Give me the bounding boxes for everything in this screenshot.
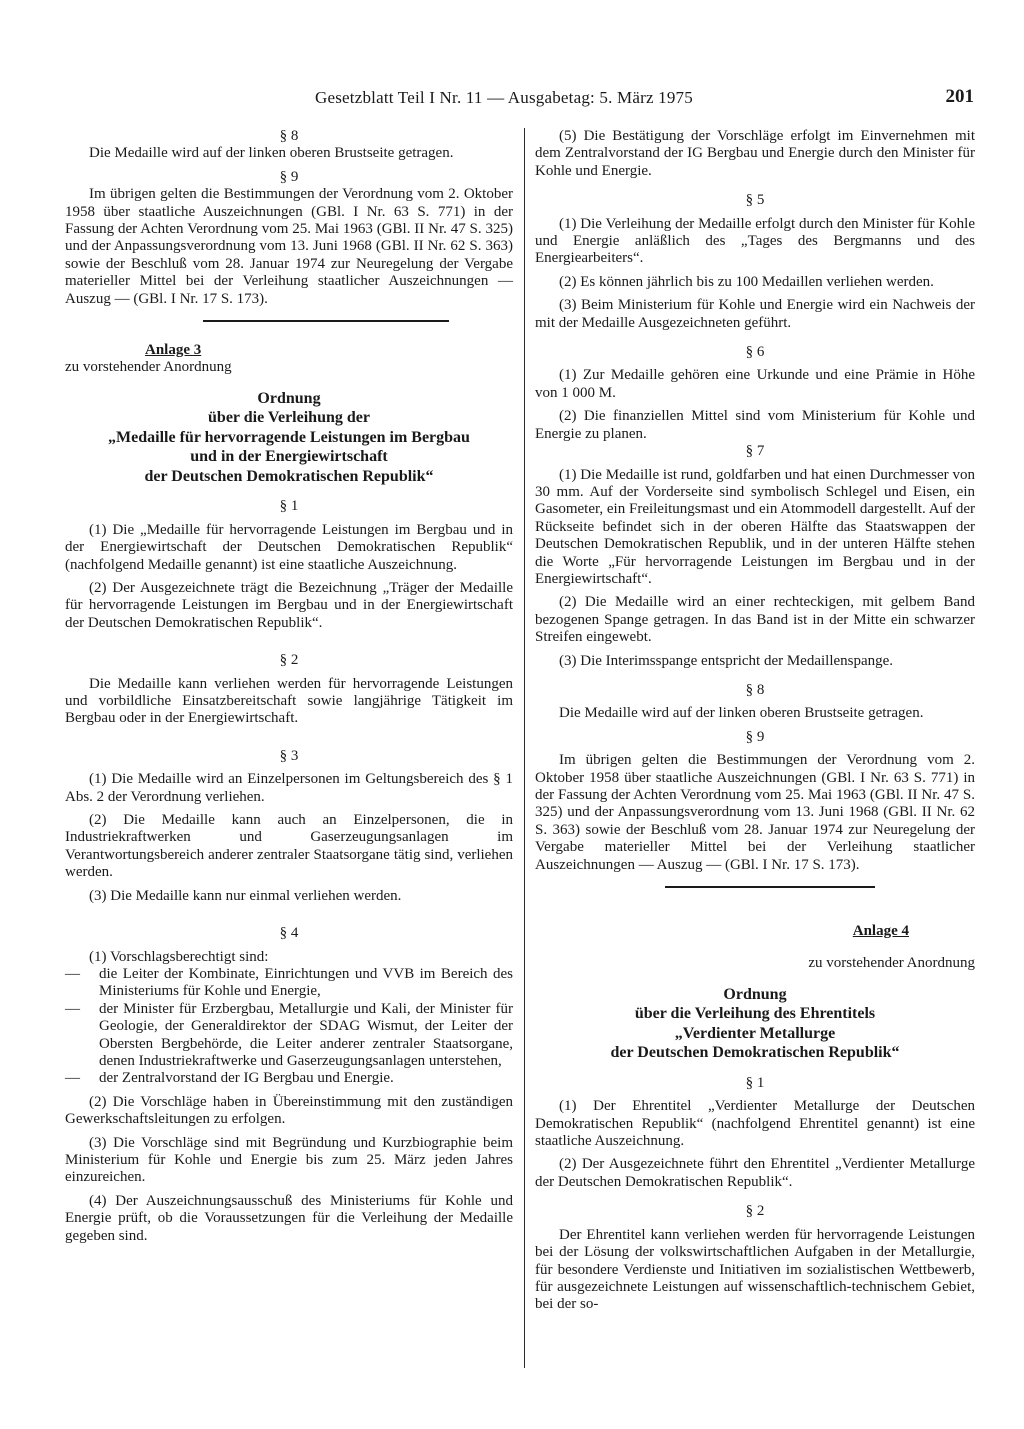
ordinance-title-line: Ordnung: [257, 389, 321, 407]
right-column: [535, 128, 975, 1314]
section-heading-1: § 1: [745, 1074, 765, 1091]
list-item-text: die Leiter der Kombinate, Einrichtungen und VVB im Bereich des Ministeriums für Kohle und Energie,: [99, 965, 513, 1000]
left-column: [65, 128, 513, 1245]
section-heading-6: § 6: [745, 344, 765, 361]
list-item-text: der Zentralvorstand der IG Bergbau und Energie.: [99, 1070, 394, 1087]
page-header: [60, 86, 974, 114]
annex-note: zu vorstehender Anordnung: [808, 955, 975, 972]
ordinance-title-line: „Medaille für hervorragende Leistungen im Bergbau: [108, 428, 470, 446]
section-heading-7: § 7: [745, 443, 765, 460]
paragraph: (2) Die Vorschläge haben in Übereinstimmung mit den zuständigen Gewerkschaftsleitungen zu erfolgen.: [65, 1093, 513, 1128]
paragraph: (2) Die Medaille kann auch an Einzelpersonen, die in Industriekraftwerken und Gaserzeugungsanlagen im Verantwortungsbereich anderer zentraler Staatsorgane tätig sind, verliehen werden.: [65, 812, 513, 881]
section-heading-8: § 8: [745, 681, 765, 698]
paragraph: (1) Die Medaille wird an Einzelpersonen im Geltungsbereich des § 1 Abs. 2 der Verordnung verliehen.: [65, 771, 513, 805]
ordinance-title-line: über die Verleihung der: [208, 409, 370, 427]
paragraph: (1) Zur Medaille gehören eine Urkunde und eine Prämie in Höhe von 1 000 M.: [535, 367, 975, 401]
paragraph: Im übrigen gelten die Bestimmungen der Verordnung vom 2. Oktober 1958 über staatliche Auszeichnungen (GBl. I Nr. 63 S. 771) in der Fassung der Achten Verordnung vom 25. Mai 1963 (GBl. II Nr. 47 S. 325) und der Anpassungsverordnung vom 13. Juni 1968 (GBl. II Nr. 62 S. 363) sowie der Beschluß vom 28. Januar 1974 zur Neuregelung der Vergabe materieller Mittel bei der Verleihung staatlicher Auszeichnungen — Auszug — (GBl. I Nr. 17 S. 173).: [65, 186, 513, 307]
annex-label: Anlage 3: [145, 342, 202, 359]
paragraph: Im übrigen gelten die Bestimmungen der Verordnung vom 2. Oktober 1958 über staatliche Auszeichnungen (GBl. I Nr. 63 S. 771) in der Fassung der Achten Verordnung vom 25. Mai 1963 (GBl. II Nr. 47 S. 325) und der Anpassungsverordnung vom 13. Juni 1968 (GBl. II Nr. 62 S. 363) sowie der Beschluß vom 28. Januar 1974 zur Neuregelung der Vergabe materieller Mittel bei der Verleihung staatlicher Auszeichnungen — Auszug — (GBl. I Nr. 17 S. 173).: [535, 752, 975, 873]
dash-marker: —: [65, 965, 80, 982]
ordinance-title-line: über die Verleihung des Ehrentitels: [634, 1005, 876, 1023]
dash-marker: —: [65, 1070, 80, 1087]
paragraph: (1) Die Medaille ist rund, goldfarben und hat einen Durchmesser von 30 mm. Auf der Vorderseite sind symbolisch Schlegel und Eisen, ein Gasometer, ein Freileitungsmast und ein Atommodell dargestellt. Auf der Rückseite befindet sich in der oberen Hälfte das Staatswappen der Deutschen Demokratischen Republik, und in der unteren Hälfte stehen die Worte „Für hervorragende Leistungen im Bergbau und in der Energiewirtschaft“.: [535, 466, 975, 587]
paragraph: Die Medaille wird auf der linken oberen Brustseite getragen.: [89, 145, 454, 162]
annex-label: Anlage 4: [852, 923, 909, 940]
annex-note: zu vorstehender Anordnung: [65, 359, 232, 376]
section-heading-9: § 9: [279, 168, 299, 185]
list-item: [65, 1070, 513, 1087]
paragraph: (3) Beim Ministerium für Kohle und Energie wird ein Nachweis der mit der Medaille Ausgezeichneten geführt.: [535, 297, 975, 331]
paragraph: Der Ehrentitel kann verliehen werden für hervorragende Leistungen bei der Lösung der volkswirtschaftlichen Aufgaben in der Metallurgie, für besondere Verdienste und Initiativen im sozialistischen Wettbewerb, für ausgezeichnete Leistungen auf wissenschaftlich-technischem Gebiet, bei der so-: [535, 1226, 975, 1313]
ordinance-title-line: und in der Energiewirtschaft: [190, 448, 388, 466]
paragraph: (2) Es können jährlich bis zu 100 Medaillen verliehen werden.: [559, 273, 934, 290]
list-item: [65, 966, 513, 1001]
section-heading-2: § 2: [279, 652, 299, 669]
running-header: Gesetzblatt Teil I Nr. 11 — Ausgabetag: 5. März 1975: [315, 88, 693, 107]
paragraph: (1) Die Verleihung der Medaille erfolgt durch den Minister für Kohle und Energie anläßlich des „Tages des Bergmanns und des Energiearbeiters“.: [535, 215, 975, 267]
page-number: 201: [945, 86, 974, 107]
section-heading-2: § 2: [745, 1203, 765, 1220]
section-heading-3: § 3: [279, 747, 299, 764]
column-divider: [524, 128, 525, 1368]
paragraph: (1) Der Ehrentitel „Verdienter Metallurge der Deutschen Demokratischen Republik“ (nachfolgend Ehrentitel genannt) ist eine staatliche Auszeichnung.: [535, 1098, 975, 1150]
section-heading-9: § 9: [745, 728, 765, 745]
list-item: [65, 1001, 513, 1071]
section-heading-4: § 4: [279, 925, 299, 942]
paragraph: Die Medaille wird auf der linken oberen Brustseite getragen.: [559, 705, 924, 722]
list-item-text: der Minister für Erzbergbau, Metallurgie und Kali, der Minister für Geologie, der Generaldirektor der SDAG Wismut, der Leiter der Obersten Bergbehörde, die Leiter anderer zentraler Staatsorgane, denen Industriekraftwerke und Gaserzeugungsanlagen unterstehen,: [99, 1000, 513, 1069]
paragraph: (1) Die „Medaille für hervorragende Leistungen im Bergbau und in der Energiewirtschaft der Deutschen Demokratischen Republik“ (nachfolgend Medaille genannt) ist eine staatliche Auszeichnung.: [65, 521, 513, 573]
ordinance-title-line: Ordnung: [723, 985, 787, 1003]
section-heading-5: § 5: [745, 192, 765, 209]
paragraph: (3) Die Vorschläge sind mit Begründung und Kurzbiographie beim Ministerium für Kohle und Energie bis zum 25. März jeden Jahres einzureichen.: [65, 1134, 513, 1186]
paragraph: (3) Die Medaille kann nur einmal verliehen werden.: [89, 887, 402, 904]
paragraph: (3) Die Interimsspange entspricht der Medaillenspange.: [559, 652, 894, 669]
ordinance-title-line: der Deutschen Demokratischen Republik“: [144, 467, 434, 485]
ordinance-title-line: der Deutschen Demokratischen Republik“: [610, 1044, 900, 1062]
section-heading-8: § 8: [279, 128, 299, 144]
paragraph: (2) Der Ausgezeichnete führt den Ehrentitel „Verdienter Metallurge der Deutschen Demokratischen Republik“.: [535, 1156, 975, 1190]
paragraph: (5) Die Bestätigung der Vorschläge erfolgt im Einvernehmen mit dem Zentralvorstand der IG Bergbau und Energie durch den Minister für Kohle und Energie.: [535, 128, 975, 179]
paragraph: (2) Die Medaille wird an einer rechteckigen, mit gelbem Band bezogenen Spange getragen. In das Band ist in der Mitte ein schwarzer Streifen eingewebt.: [535, 594, 975, 646]
paragraph: (1) Vorschlagsberechtigt sind:: [89, 948, 269, 965]
paragraph: Die Medaille kann verliehen werden für hervorragende Leistungen und vorbildliche Einsatzbereitschaft sowie langjährige Tätigkeit im Bergbau oder in der Energiewirtschaft.: [65, 675, 513, 727]
paragraph: (2) Der Ausgezeichnete trägt die Bezeichnung „Träger der Medaille für hervorragende Leistungen im Bergbau und in der Energiewirtschaft der Deutschen Demokratischen Republik“.: [65, 580, 513, 631]
dash-marker: —: [65, 1000, 80, 1017]
paragraph: (4) Der Auszeichnungsausschuß des Ministeriums für Kohle und Energie prüft, ob die Voraussetzungen für die Verleihung der Medaille gegeben sind.: [65, 1192, 513, 1244]
ordinance-title-line: „Verdienter Metallurge: [674, 1024, 836, 1042]
paragraph: (2) Die finanziellen Mittel sind vom Ministerium für Kohle und Energie zu planen.: [535, 408, 975, 442]
section-heading-1: § 1: [279, 498, 299, 515]
